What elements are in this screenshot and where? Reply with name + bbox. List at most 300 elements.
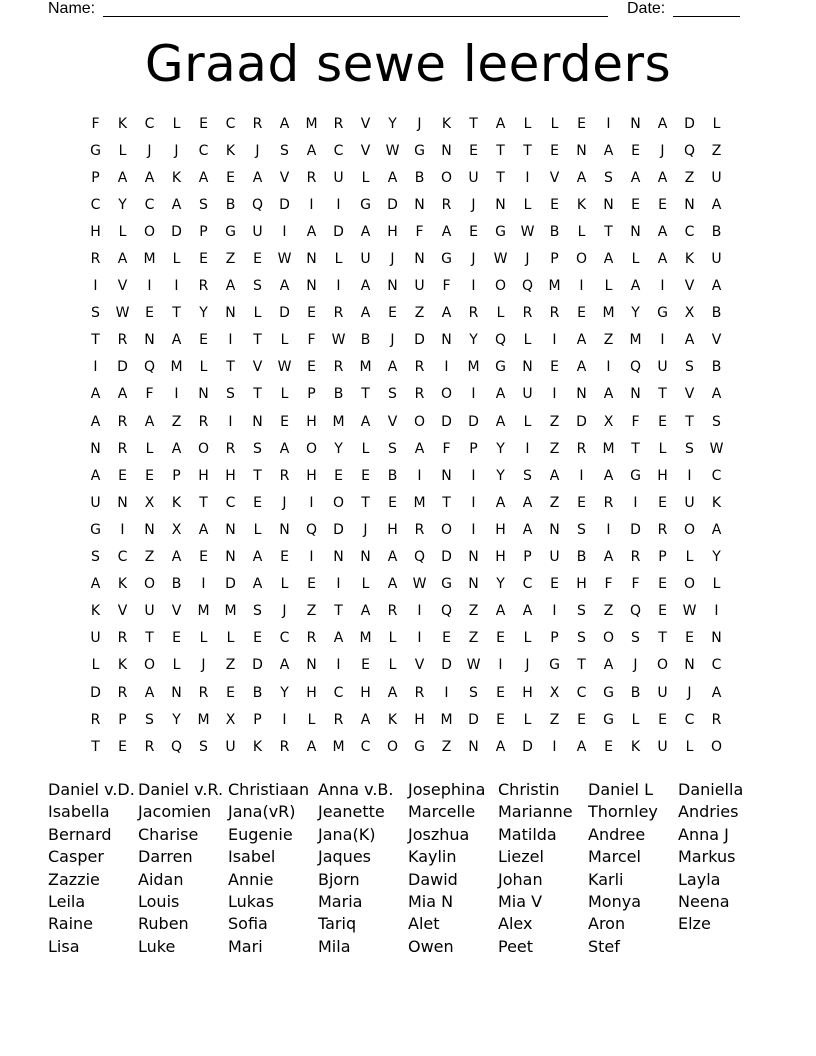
grid-letter: E xyxy=(631,196,640,213)
grid-letter: I xyxy=(93,278,98,295)
grid-letter: O xyxy=(440,386,453,403)
grid-letter: A xyxy=(711,386,722,403)
word-list-item: Jana(K) xyxy=(318,824,376,844)
grid-letter: W xyxy=(493,251,508,268)
grid-letter: E xyxy=(388,305,397,322)
grid-letter: I xyxy=(552,386,557,403)
grid-letter: U xyxy=(711,251,722,268)
grid-letter: H xyxy=(495,549,506,566)
grid-letter: T xyxy=(523,142,532,159)
word-list-item: Marcelle xyxy=(408,802,476,822)
grid-letter: N xyxy=(144,521,155,538)
grid-letter: I xyxy=(228,332,233,349)
grid-letter: E xyxy=(658,413,667,430)
grid-letter: N xyxy=(576,386,587,403)
grid-letter: D xyxy=(414,332,425,349)
grid-letter: L xyxy=(523,115,532,132)
grid-letter: E xyxy=(577,305,586,322)
word-list-item: Mari xyxy=(228,936,263,956)
grid-letter: G xyxy=(414,738,425,755)
grid-letter: N xyxy=(549,521,560,538)
grid-letter: Z xyxy=(603,332,614,349)
grid-letter: B xyxy=(225,196,236,213)
grid-letter: D xyxy=(225,576,236,593)
grid-letter: E xyxy=(307,576,316,593)
grid-letter: O xyxy=(143,576,156,593)
grid-letter: A xyxy=(360,223,371,240)
grid-letter: M xyxy=(359,630,372,647)
grid-letter: R xyxy=(117,630,128,647)
word-list-item: Casper xyxy=(48,847,104,867)
grid-letter: R xyxy=(549,305,560,322)
grid-letter: N xyxy=(603,196,614,213)
grid-letter: J xyxy=(525,251,530,268)
grid-letter: W xyxy=(385,142,400,159)
grid-letter: O xyxy=(332,494,345,511)
grid-letter: D xyxy=(468,711,479,728)
name-label: Name: xyxy=(48,0,96,17)
grid-letter: S xyxy=(604,169,613,186)
grid-letter: V xyxy=(387,413,398,430)
grid-letter: U xyxy=(333,169,344,186)
grid-letter: M xyxy=(548,278,561,295)
grid-letter: O xyxy=(386,738,399,755)
grid-letter: G xyxy=(90,521,101,538)
grid-letter: L xyxy=(361,576,370,593)
grid-letter: A xyxy=(144,413,155,430)
grid-letter: M xyxy=(197,711,210,728)
grid-letter: S xyxy=(685,359,694,376)
grid-letter: S xyxy=(199,196,208,213)
grid-letter: K xyxy=(711,494,722,511)
grid-letter: Z xyxy=(684,169,695,186)
grid-letter: L xyxy=(280,332,289,349)
grid-letter: A xyxy=(549,467,560,484)
grid-letter: Y xyxy=(496,440,505,457)
grid-letter: F xyxy=(631,576,640,593)
grid-letter: E xyxy=(361,467,370,484)
word-list-item: Marcel xyxy=(588,847,641,867)
grid-letter: A xyxy=(711,684,722,701)
grid-letter: J xyxy=(687,684,692,701)
grid-letter: A xyxy=(657,115,668,132)
grid-letter: D xyxy=(279,196,290,213)
word-list-item: Jaques xyxy=(318,847,371,867)
grid-letter: I xyxy=(444,359,449,376)
grid-letter: V xyxy=(360,115,371,132)
grid-letter: T xyxy=(496,142,505,159)
grid-letter: G xyxy=(225,223,236,240)
grid-letter: A xyxy=(495,738,506,755)
grid-letter: L xyxy=(172,115,181,132)
grid-letter: E xyxy=(658,494,667,511)
grid-letter: N xyxy=(630,115,641,132)
grid-letter: A xyxy=(630,278,641,295)
word-list-item: Stef xyxy=(588,936,620,956)
grid-letter: G xyxy=(495,223,506,240)
grid-letter: Y xyxy=(496,467,505,484)
grid-letter: O xyxy=(710,738,723,755)
word-list-item: Leila xyxy=(48,891,86,911)
word-list-item: Johan xyxy=(498,869,543,889)
grid-letter: D xyxy=(117,359,128,376)
grid-letter: A xyxy=(387,684,398,701)
grid-letter: B xyxy=(360,332,371,349)
grid-letter: S xyxy=(145,711,154,728)
grid-letter: S xyxy=(577,521,586,538)
grid-letter: S xyxy=(199,738,208,755)
grid-letter: Z xyxy=(225,251,236,268)
grid-letter: A xyxy=(225,278,236,295)
grid-letter: A xyxy=(117,386,128,403)
word-list-item: Isabella xyxy=(48,802,110,822)
grid-letter: E xyxy=(604,738,613,755)
grid-letter: E xyxy=(496,684,505,701)
grid-letter: E xyxy=(118,467,127,484)
date-blank-line xyxy=(673,0,740,17)
grid-letter: C xyxy=(360,738,371,755)
grid-letter: H xyxy=(225,467,236,484)
grid-letter: V xyxy=(549,169,560,186)
grid-letter: J xyxy=(390,332,395,349)
grid-letter: M xyxy=(170,359,183,376)
grid-letter: M xyxy=(602,440,615,457)
grid-letter: A xyxy=(495,413,506,430)
grid-letter: R xyxy=(117,413,128,430)
grid-letter: I xyxy=(633,494,638,511)
grid-letter: N xyxy=(414,251,425,268)
grid-letter: I xyxy=(174,278,179,295)
word-list-item: Andries xyxy=(678,802,739,822)
word-list-item: Anna J xyxy=(678,824,729,844)
grid-letter: I xyxy=(93,359,98,376)
grid-letter: S xyxy=(226,386,235,403)
word-list-item: Neena xyxy=(678,891,730,911)
grid-letter: Q xyxy=(305,521,318,538)
grid-letter: V xyxy=(117,603,128,620)
grid-letter: I xyxy=(579,467,584,484)
grid-letter: E xyxy=(577,494,586,511)
grid-letter: L xyxy=(172,251,181,268)
grid-letter: F xyxy=(604,576,613,593)
grid-letter: H xyxy=(306,413,317,430)
grid-letter: A xyxy=(117,169,128,186)
grid-letter: L xyxy=(388,657,397,674)
grid-letter: E xyxy=(550,359,559,376)
word-list-item: Daniel v.D. xyxy=(48,780,135,799)
grid-letter: C xyxy=(117,549,128,566)
grid-letter: S xyxy=(577,630,586,647)
word-list-item: Tariq xyxy=(318,914,357,934)
grid-letter: A xyxy=(603,467,614,484)
grid-letter: N xyxy=(252,413,263,430)
grid-letter: K xyxy=(117,657,128,674)
word-list-item: Peet xyxy=(498,936,534,956)
grid-letter: O xyxy=(440,169,453,186)
grid-letter: I xyxy=(228,413,233,430)
grid-letter: K xyxy=(90,603,101,620)
grid-letter: A xyxy=(279,115,290,132)
word-list-item: Zazzie xyxy=(48,869,100,889)
grid-letter: U xyxy=(657,684,668,701)
grid-letter: L xyxy=(280,576,289,593)
grid-letter: R xyxy=(414,521,425,538)
grid-letter: Z xyxy=(468,630,479,647)
grid-letter: A xyxy=(306,142,317,159)
grid-letter: E xyxy=(577,115,586,132)
grid-letter: Z xyxy=(711,142,722,159)
grid-letter: B xyxy=(711,305,722,322)
grid-letter: A xyxy=(603,549,614,566)
grid-letter: A xyxy=(603,142,614,159)
grid-letter: L xyxy=(226,630,235,647)
grid-letter: Z xyxy=(549,413,560,430)
grid-letter: F xyxy=(307,332,316,349)
grid-letter: J xyxy=(147,142,152,159)
grid-letter: V xyxy=(252,359,263,376)
grid-letter: N xyxy=(414,196,425,213)
grid-letter: E xyxy=(496,711,505,728)
grid-letter: A xyxy=(333,630,344,647)
grid-letter: Q xyxy=(521,278,534,295)
grid-letter: N xyxy=(441,142,452,159)
grid-letter: A xyxy=(711,196,722,213)
grid-letter: R xyxy=(90,711,101,728)
word-list xyxy=(48,779,768,958)
grid-letter: L xyxy=(145,440,154,457)
grid-letter: T xyxy=(685,413,694,430)
page-title: Graad sewe leerders xyxy=(144,35,672,93)
word-list-item: Mia V xyxy=(498,891,543,911)
grid-letter: D xyxy=(171,223,182,240)
grid-letter: T xyxy=(226,359,235,376)
grid-letter: E xyxy=(658,576,667,593)
grid-letter: Y xyxy=(496,576,505,593)
grid-letter: R xyxy=(333,359,344,376)
grid-letter: N xyxy=(684,196,695,213)
grid-letter: A xyxy=(495,603,506,620)
grid-letter: T xyxy=(658,386,667,403)
grid-letter: A xyxy=(90,386,101,403)
grid-letter: O xyxy=(143,657,156,674)
grid-letter: R xyxy=(603,494,614,511)
grid-letter: R xyxy=(117,332,128,349)
grid-letter: N xyxy=(630,223,641,240)
grid-letter: Q xyxy=(629,603,642,620)
grid-letter: I xyxy=(336,278,341,295)
grid-letter: K xyxy=(387,711,398,728)
grid-letter: R xyxy=(90,251,101,268)
grid-letter: N xyxy=(441,467,452,484)
grid-letter: R xyxy=(198,413,209,430)
grid-letter: R xyxy=(576,440,587,457)
grid-letter: A xyxy=(576,359,587,376)
grid-letter: E xyxy=(577,711,586,728)
grid-letter: R xyxy=(252,115,263,132)
grid-letter: W xyxy=(331,332,346,349)
grid-letter: C xyxy=(333,684,344,701)
grid-letter: M xyxy=(359,359,372,376)
grid-letter: I xyxy=(174,386,179,403)
grid-letter: D xyxy=(630,521,641,538)
grid-letter: I xyxy=(417,603,422,620)
word-list-item: Lisa xyxy=(48,936,80,956)
word-list-item: Bjorn xyxy=(318,869,360,889)
grid-letter: A xyxy=(144,684,155,701)
grid-letter: I xyxy=(120,521,125,538)
grid-letter: A xyxy=(576,738,587,755)
grid-letter: I xyxy=(552,603,557,620)
grid-letter: Q xyxy=(413,549,426,566)
grid-letter: C xyxy=(576,684,587,701)
grid-letter: Y xyxy=(469,332,478,349)
grid-letter: L xyxy=(307,711,316,728)
grid-letter: R xyxy=(306,630,317,647)
grid-letter: E xyxy=(334,467,343,484)
grid-letter: A xyxy=(387,359,398,376)
grid-letter: Y xyxy=(712,549,721,566)
name-blank-line xyxy=(103,0,608,17)
grid-letter: N xyxy=(279,521,290,538)
grid-letter: I xyxy=(498,657,503,674)
grid-letter: G xyxy=(603,711,614,728)
grid-letter: A xyxy=(495,494,506,511)
grid-letter: I xyxy=(525,169,530,186)
grid-letter: Q xyxy=(251,196,264,213)
grid-letter: N xyxy=(225,521,236,538)
grid-letter: N xyxy=(387,278,398,295)
grid-letter: T xyxy=(496,169,505,186)
grid-letter: E xyxy=(253,630,262,647)
word-list-item: Liezel xyxy=(498,847,544,867)
grid-letter: E xyxy=(118,738,127,755)
grid-letter: E xyxy=(442,630,451,647)
grid-letter: A xyxy=(495,115,506,132)
grid-letter: I xyxy=(687,467,692,484)
grid-letter: E xyxy=(280,549,289,566)
grid-letter: J xyxy=(282,603,287,620)
grid-letter: L xyxy=(199,359,208,376)
grid-letter: V xyxy=(360,142,371,159)
date-label: Date: xyxy=(627,0,666,17)
grid-letter: A xyxy=(171,440,182,457)
grid-letter: E xyxy=(469,142,478,159)
word-list-item: Aron xyxy=(588,914,626,934)
grid-letter: S xyxy=(91,305,100,322)
grid-letter: Z xyxy=(414,305,425,322)
grid-letter: J xyxy=(633,657,638,674)
grid-letter: M xyxy=(224,603,237,620)
grid-letter: E xyxy=(199,549,208,566)
grid-letter: M xyxy=(629,332,642,349)
grid-letter: E xyxy=(199,251,208,268)
grid-letter: G xyxy=(360,196,371,213)
grid-letter: R xyxy=(657,521,668,538)
grid-letter: Q xyxy=(683,142,696,159)
grid-letter: I xyxy=(282,711,287,728)
grid-letter: A xyxy=(252,549,263,566)
grid-letter: Y xyxy=(334,440,343,457)
word-list-item: Karli xyxy=(588,869,624,889)
grid-letter: H xyxy=(495,521,506,538)
grid-letter: L xyxy=(631,251,640,268)
word-list-item: Lukas xyxy=(228,891,274,911)
grid-letter: Y xyxy=(280,684,289,701)
grid-letter: N xyxy=(306,657,317,674)
grid-letter: R xyxy=(117,440,128,457)
grid-letter: U xyxy=(252,223,263,240)
grid-letter: E xyxy=(280,413,289,430)
word-list-item: Darren xyxy=(138,847,193,867)
grid-letter: I xyxy=(606,359,611,376)
grid-letter: N xyxy=(468,576,479,593)
grid-letter: U xyxy=(90,494,101,511)
grid-letter: R xyxy=(198,278,209,295)
grid-letter: Z xyxy=(441,738,452,755)
word-list-item: Sofia xyxy=(228,914,268,934)
grid-letter: R xyxy=(522,305,533,322)
grid-letter: A xyxy=(306,223,317,240)
word-list-item: Annie xyxy=(228,869,274,889)
grid-letter: Q xyxy=(170,738,183,755)
grid-letter: I xyxy=(309,196,314,213)
grid-letter: D xyxy=(441,657,452,674)
grid-letter: R xyxy=(414,684,425,701)
grid-letter: H xyxy=(198,467,209,484)
grid-letter: E xyxy=(496,630,505,647)
grid-letter: D xyxy=(684,115,695,132)
grid-letter: F xyxy=(91,115,100,132)
grid-letter: R xyxy=(468,305,479,322)
grid-letter: Y xyxy=(631,305,640,322)
grid-letter: R xyxy=(441,196,452,213)
grid-letter: X xyxy=(549,684,560,701)
word-list-item: Bernard xyxy=(48,824,112,844)
grid-letter: O xyxy=(602,630,615,647)
word-list-item: Alex xyxy=(498,914,533,934)
grid-letter: E xyxy=(307,359,316,376)
grid-letter: W xyxy=(277,251,292,268)
word-list-item: Kaylin xyxy=(408,847,457,867)
grid-letter: T xyxy=(577,657,586,674)
grid-letter: V xyxy=(171,603,182,620)
grid-letter: K xyxy=(576,196,587,213)
word-list-item: Mila xyxy=(318,936,351,956)
grid-letter: A xyxy=(711,521,722,538)
grid-letter: V xyxy=(684,386,695,403)
grid-letter: L xyxy=(631,711,640,728)
word-list-item: Christin xyxy=(498,780,560,799)
grid-letter: L xyxy=(361,440,370,457)
word-list-item: Thornley xyxy=(588,802,658,822)
grid-letter: P xyxy=(199,223,208,240)
grid-letter: A xyxy=(657,251,668,268)
word-list-item: Daniella xyxy=(678,780,744,799)
grid-letter: E xyxy=(253,494,262,511)
word-list-item: Ruben xyxy=(138,914,189,934)
grid-letter: E xyxy=(550,576,559,593)
grid-letter: C xyxy=(522,576,533,593)
grid-letter: I xyxy=(714,603,719,620)
grid-letter: E xyxy=(199,115,208,132)
grid-letter: C xyxy=(279,630,290,647)
grid-letter: K xyxy=(630,738,641,755)
grid-letter: N xyxy=(441,332,452,349)
grid-letter: P xyxy=(307,386,316,403)
word-list-item: Charise xyxy=(138,824,199,844)
grid-letter: Z xyxy=(549,494,560,511)
grid-letter: L xyxy=(577,223,586,240)
